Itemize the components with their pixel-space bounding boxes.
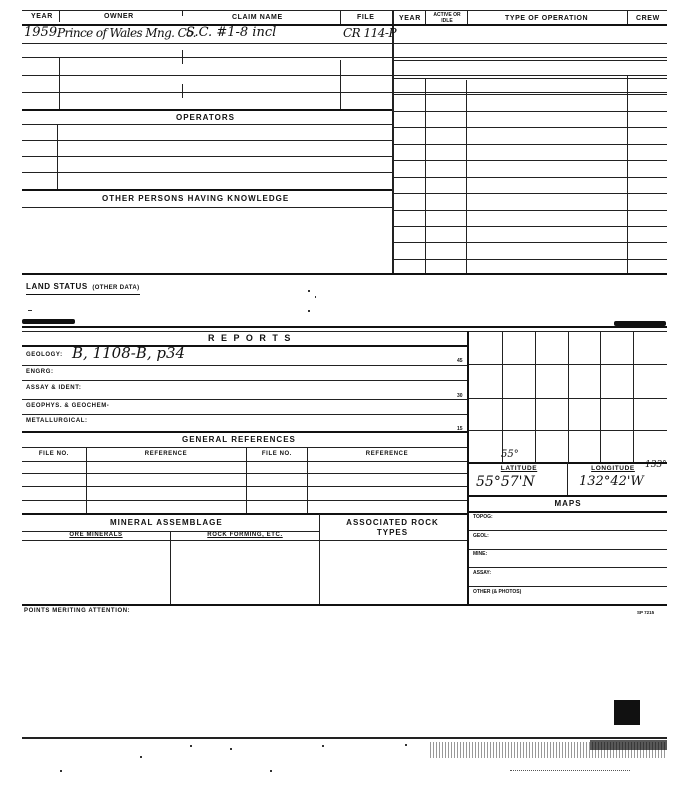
report-label-geophys: GEOPHYS. & GEOCHEM- bbox=[26, 403, 110, 409]
claim-year: 1959 bbox=[24, 25, 58, 40]
report-tick-metallurgical: 15 bbox=[457, 426, 463, 432]
report-tick-assay: 30 bbox=[457, 393, 463, 399]
header-claim-name: CLAIM NAME bbox=[232, 14, 283, 21]
land-status-label: LAND STATUS (OTHER DATA) bbox=[26, 276, 140, 295]
claim-name: S.C. #1-8 incl bbox=[186, 25, 277, 40]
latitude-label: LATITUDE bbox=[500, 465, 538, 472]
header-crew: CREW bbox=[636, 15, 660, 22]
ref-header-file-no-1: FILE NO. bbox=[38, 451, 70, 457]
map-row-geol: GEOL: bbox=[473, 533, 489, 539]
map-row-assay: ASSAY: bbox=[473, 570, 492, 576]
corner-block bbox=[614, 700, 640, 725]
points-meriting-attention-label: POINTS MERITING ATTENTION: bbox=[24, 608, 131, 614]
report-label-engrg: ENGRG: bbox=[26, 369, 54, 375]
rock-forming-label: ROCK FORMING, ETC. bbox=[207, 532, 283, 538]
bottom-rule bbox=[22, 737, 667, 739]
ore-minerals-label: ORE MINERALS bbox=[69, 532, 123, 538]
header-owner: OWNER bbox=[104, 13, 134, 20]
form-number: SP 7215 bbox=[637, 610, 655, 615]
reports-title: R E P O R T S bbox=[208, 333, 293, 343]
report-label-metallurgical: METALLURGICAL: bbox=[26, 418, 88, 424]
report-label-geology: GEOLOGY: bbox=[26, 352, 63, 358]
header-active-or-idle: ACTIVE OR IDLE bbox=[433, 12, 461, 24]
other-persons-title: OTHER PERSONS HAVING KNOWLEDGE bbox=[102, 194, 290, 203]
header-year: YEAR bbox=[31, 13, 53, 20]
grid-latitude-note: 55° bbox=[501, 449, 519, 460]
claim-file: CR 114-P bbox=[343, 26, 397, 40]
report-tick-geology: 45 bbox=[457, 358, 463, 364]
report-label-assay: ASSAY & IDENT: bbox=[26, 385, 82, 391]
map-row-mine: MINE: bbox=[473, 551, 488, 557]
header-file: FILE bbox=[357, 14, 375, 21]
claim-owner: Prince of Wales Mng. Co. bbox=[57, 26, 196, 40]
general-references-title: GENERAL REFERENCES bbox=[182, 435, 296, 444]
longitude-note: 133° bbox=[645, 460, 667, 470]
map-row-other: OTHER (& PHOTOS) bbox=[473, 589, 522, 595]
associated-rock-types-label: ASSOCIATED ROCK TYPES bbox=[346, 518, 439, 537]
latitude-value: 55°57'N bbox=[476, 474, 535, 490]
longitude-value: 132°42'W bbox=[579, 474, 644, 489]
section-separator bbox=[22, 319, 75, 324]
report-value-geology: B, 1108-B, p34 bbox=[72, 344, 186, 362]
header-type-of-operation: TYPE OF OPERATION bbox=[505, 15, 589, 22]
header-ops-year: YEAR bbox=[399, 15, 421, 22]
longitude-label: LONGITUDE bbox=[591, 465, 635, 472]
mineral-assemblage-title: MINERAL ASSEMBLAGE bbox=[110, 518, 223, 527]
operators-title: OPERATORS bbox=[176, 113, 235, 122]
ref-header-reference-2: REFERENCE bbox=[365, 451, 409, 457]
ref-header-reference-1: REFERENCE bbox=[144, 451, 188, 457]
map-row-topog: TOPOG: bbox=[473, 514, 493, 520]
ref-header-file-no-2: FILE NO. bbox=[261, 451, 293, 457]
maps-title: MAPS bbox=[554, 499, 582, 508]
